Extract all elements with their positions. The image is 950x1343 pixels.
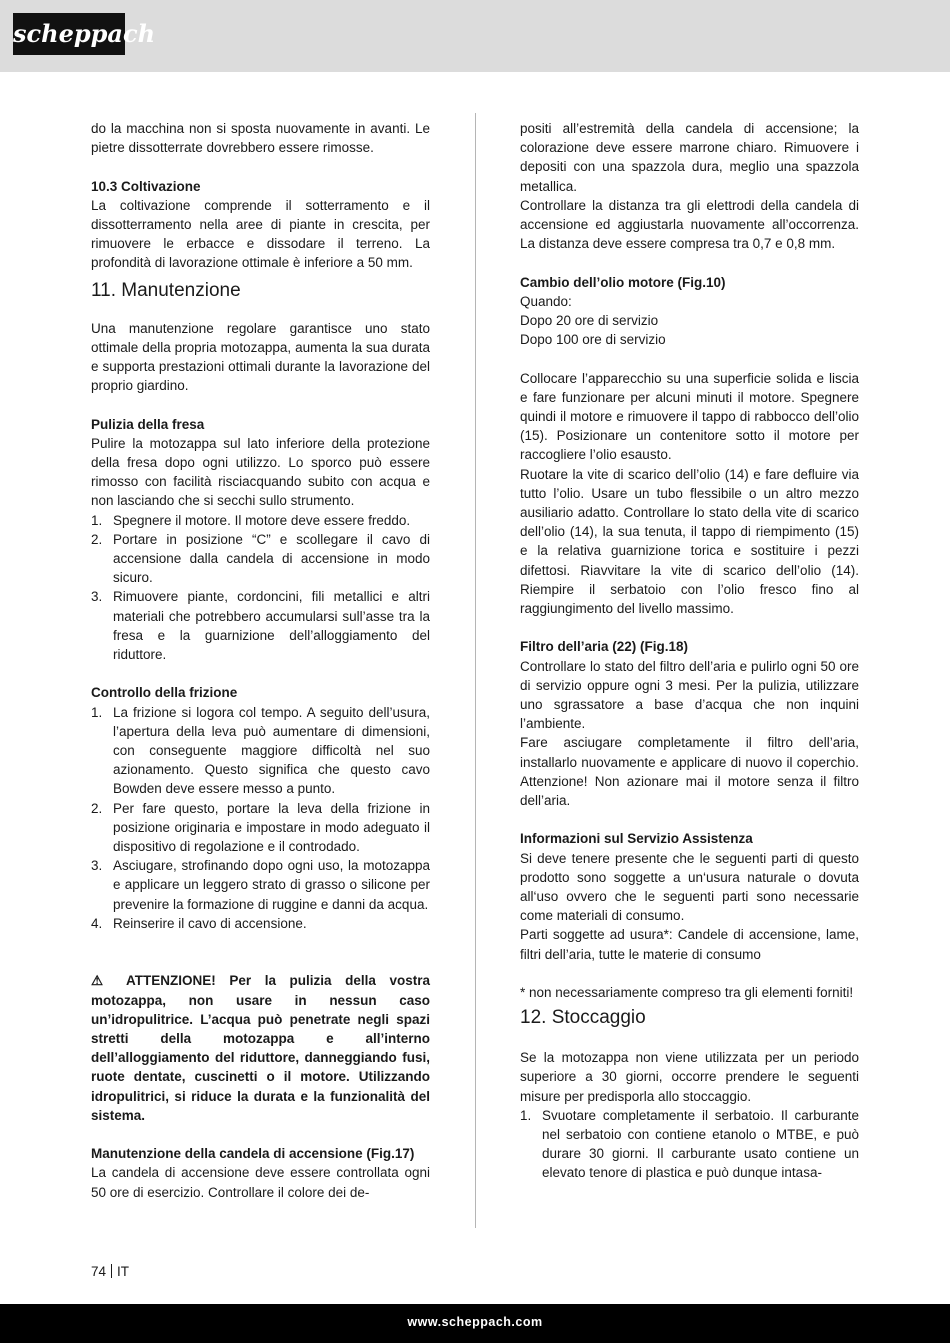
section-title-manutenzione: 11. Manutenzione xyxy=(91,279,241,301)
pulizia-list xyxy=(91,511,430,665)
website-link[interactable]: www.scheppach.com xyxy=(407,1315,543,1329)
subheading-coltivazione: 10.3 Coltivazione xyxy=(91,178,201,194)
list-item: 3. Rimuovere piante, cordoncini, fili metallici e altri materiali che potrebbero accumularsi sull’asse tra la fresa e la guarnizione dell’alloggiamento del riduttore. xyxy=(91,589,430,663)
list-item: 4. Reinserire il cavo di accensione. xyxy=(91,915,307,931)
left-column xyxy=(91,119,430,1202)
language-code: IT xyxy=(117,1264,130,1279)
list-item: 3. Asciugare, strofinando dopo ogni uso, la motozappa e applicare un leggero strato di grasso o silicone per prevenire la formazione di ruggine e danni da acqua. xyxy=(91,858,430,912)
paragraph-olio-2: Ruotare la vite di scarico dell’olio (14) e fare defluire via tutto l’olio. Usare un tubo flessibile o un altro mezzo ausiliario adatto. Controllare lo stato della vite di scarico dell’olio (14), la sua tenuta, il tappo di riempimento (15) e la relativa guarnizione torica e sostituire i pezzi difettosi. Riavvitare la vite di scarico dell’olio (14). Riempire il serbatoio con l’olio fresco fino al raggiungimento del livello massimo. xyxy=(520,466,859,617)
olio-quando: Quando: xyxy=(520,293,572,309)
paragraph-candela-cont: positi all’estremità della candela di accensione; la colorazione deve essere marrone chiaro. Rimuovere i depositi con una spazzola dura, meglio una spazzola metallica. xyxy=(520,121,859,194)
frizione-list xyxy=(91,703,430,933)
page-number-separator xyxy=(111,1264,112,1278)
paragraph-stoccaggio: Se la motozappa non viene utilizzata per un periodo superiore a 30 giorni, occorre prendere le seguenti misure per predisporla allo stoccaggio. xyxy=(520,1050,859,1104)
list-item: 1. Svuotare completamente il serbatoio. Il carburante nel serbatoio con contiene etanolo o MTBE, e può durare 30 giorni. Il carburante usato contiene un elevato tenore di plastica e può dunque intasa- xyxy=(520,1107,859,1181)
paragraph-filtro-1: Controllare lo stato del filtro dell’aria e pulirlo ogni 50 ore di servizio oppure ogni 3 mesi. Per la pulizia, utilizzare uno sgrassatore a base d’acqua che non inquini l’ambiente. xyxy=(520,658,859,732)
subheading-filtro: Filtro dell’aria (22) (Fig.18) xyxy=(520,639,689,655)
stoccaggio-list xyxy=(520,1106,859,1183)
subheading-frizione: Controllo della frizione xyxy=(91,685,238,701)
paragraph-candela: La candela di accensione deve essere controllata ogni 50 ore di esercizio. Controllare il colore dei de- xyxy=(91,1165,430,1200)
paragraph-servizio-2: Parti soggette ad usura*: Candele di accensione, lame, filtri dell’aria, tutte le materie di consumo xyxy=(520,927,859,962)
paragraph-coltivazione: La coltivazione comprende il sotterramento e il dissotterramento nella aree di piante in crescita, per rimuovere le erbacce e dissodare il terreno. La profondità di lavorazione ottimale è inferiore a 50 mm. xyxy=(91,197,430,271)
column-divider xyxy=(475,113,476,1228)
list-item: 1. Spegnere il motore. Il motore deve essere freddo. xyxy=(91,512,411,528)
subheading-candela: Manutenzione della candela di accensione (Fig.17) xyxy=(91,1146,415,1162)
paragraph: do la macchina non si sposta nuovamente in avanti. Le pietre dissotterrate dovrebbero essere rimosse. xyxy=(91,121,430,156)
subheading-olio: Cambio dell’olio motore (Fig.10) xyxy=(520,274,726,290)
list-item: 1. La frizione si logora col tempo. A seguito dell’usura, l’apertura della leva può aumentare di dimensioni, con conseguente maggiore difficoltà nel suo azionamento. Questo significa che questo cavo Bowden deve essere messo a punto. xyxy=(91,704,430,797)
paragraph-manutenzione: Una manutenzione regolare garantisce uno stato ottimale della propria motozappa, aumenta la sua durata e supporta prestazioni ottimali durante la lavorazione del proprio giardino. xyxy=(91,320,430,394)
olio-20-ore: Dopo 20 ore di servizio xyxy=(520,313,659,329)
page-number-value: 74 xyxy=(91,1264,107,1279)
paragraph-candela-distanza: Controllare la distanza tra gli elettrodi della candela di accensione ed aggiustarla nuovamente all’occorrenza. La distanza deve essere compresa tra 0,7 e 0,8 mm. xyxy=(520,197,859,252)
list-item: 2. Portare in posizione “C” e scollegare il cavo di accensione dalla candela di accensione in modo sicuro. xyxy=(91,531,430,586)
paragraph-olio-1: Collocare l’apparecchio su una superficie solida e liscia e fare funzionare per alcuni minuti il motore. Spegnere quindi il motore e rimuovere il tappo di rabbocco dell’olio (15). Posizionare un contenitore sotto il motore per raccogliere l’olio esausto. xyxy=(520,370,859,463)
right-column xyxy=(520,119,859,1183)
subheading-servizio: Informazioni sul Servizio Assistenza xyxy=(520,831,753,847)
page-header xyxy=(0,0,950,72)
scheppach-logo: scheppach xyxy=(13,13,125,55)
footnote: * non necessariamente compreso tra gli elementi forniti! xyxy=(520,985,854,1001)
page-footer xyxy=(0,1304,950,1343)
olio-100-ore: Dopo 100 ore di servizio xyxy=(520,332,666,348)
paragraph-pulizia: Pulire la motozappa sul lato inferiore della protezione della fresa dopo ogni utilizzo. Lo sporco può essere rimosso con facilità risciacquando subito con acqua e non lasciando che si secchi sullo strumento. xyxy=(91,435,430,509)
page-number xyxy=(91,1264,129,1279)
list-item: 2. Per fare questo, portare la leva della frizione in posizione originaria e impostare in modo adeguato il dispositivo di regolazione e il controdado. xyxy=(91,800,430,855)
warning-notice: ⚠ ATTENZIONE! Per la pulizia della vostra motozappa, non usare in nessun caso un’idropulitrice. L’acqua può penetrate negli spazi stretti della motozappa e all’interno dell’alloggiamento del riduttore, danneggiando fusi, ruote dentate, cuscinetti o il motore. Utilizzando idropulitrici, si riduce la durata e la funzionalità del sistema. xyxy=(91,973,430,1123)
paragraph-filtro-2: Fare asciugare completamente il filtro dell’aria, installarlo nuovamente e applicare di nuovo il coperchio. Attenzione! Non azionare mai il motore senza il filtro dell’aria. xyxy=(520,735,859,809)
paragraph-servizio-1: Si deve tenere presente che le seguenti parti di questo prodotto sono soggette a un‘usura naturale o dovuta all‘uso ovvero che le seguenti parti sono necessarie come materiali di consumo. xyxy=(520,850,859,924)
section-title-stoccaggio: 12. Stoccaggio xyxy=(520,1007,646,1029)
subheading-pulizia: Pulizia della fresa xyxy=(91,416,205,432)
